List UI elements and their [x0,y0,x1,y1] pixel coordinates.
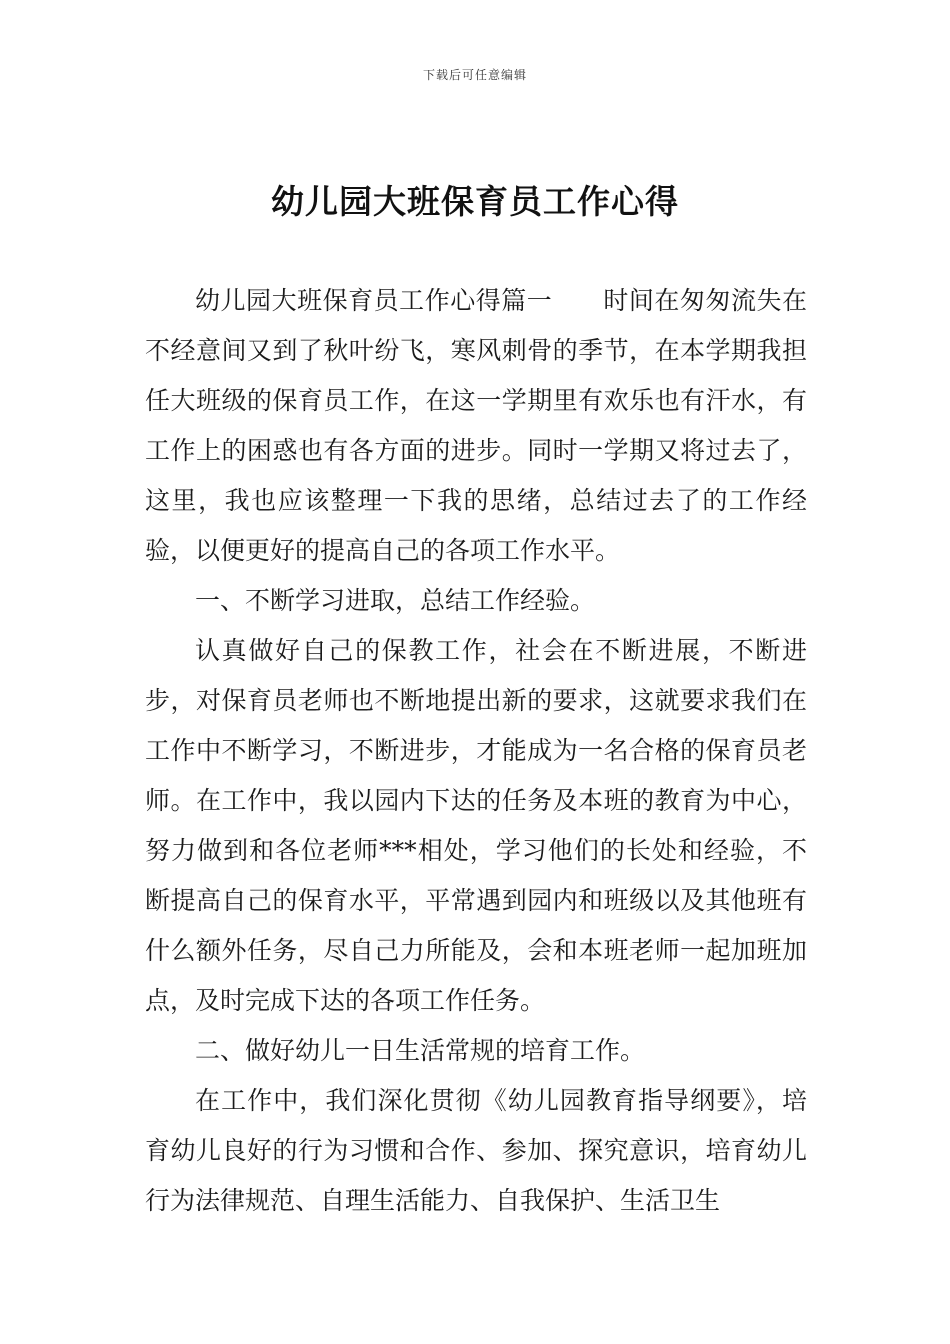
paragraph: 认真做好自己的保教工作，社会在不断进展，不断进步，对保育员老师也不断地提出新的要求，这就要求我们在工作中不断学习，不断进步，才能成为一名合格的保育员老师。在工作中，我以园内下达的任务及本班的教育为中心，努力做到和各位老师***相处，学习他们的长处和经验，不断提高自己的保育水平，平常遇到园内和班级以及其他班有什么额外任务，尽自己力所能及，会和本班老师一起加班加点，及时完成下达的各项工作任务。 [145,636,807,1015]
section-heading: 二、做好幼儿一日生活常规的培育工作。 [195,1036,646,1065]
document-title: 幼儿园大班保育员工作心得 [271,182,679,221]
header-note: 下载后可任意编辑 [422,68,527,82]
section-heading: 一、不断学习进取，总结工作经验。 [195,586,596,615]
paragraph: 幼儿园大班保育员工作心得篇一 时间在匆匆流失在不经意间又到了秋叶纷飞，寒风刺骨的季节，在本学期我担任大班级的保育员工作，在这一学期里有欢乐也有汗水，有工作上的困惑也有各方面的进步。同时一学期又将过去了，这里，我也应该整理一下我的思绪，总结过去了的工作经验，以便更好的提高自己的各项工作水平。 [145,286,807,565]
document-body [145,276,807,1226]
paragraph: 在工作中，我们深化贯彻《幼儿园教育指导纲要》，培育幼儿良好的行为习惯和合作、参加、探究意识，培育幼儿行为法律规范、自理生活能力、自我保护、生活卫生 [145,1086,807,1215]
